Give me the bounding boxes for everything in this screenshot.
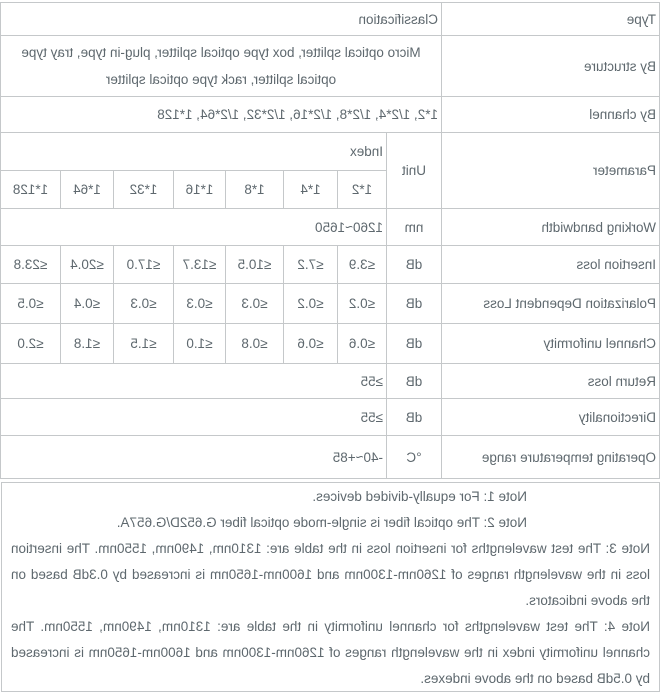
spec-unit: °C	[387, 436, 442, 479]
spec-label: Operating temperature range	[442, 436, 660, 479]
header-parameter: Parameter	[442, 133, 660, 209]
spec-value: ≤13.7	[174, 246, 226, 284]
spec-merged-value: ≥55	[0, 399, 386, 436]
row-by-channel-label: By channel	[442, 97, 660, 133]
spec-value: ≤0.6	[338, 324, 387, 364]
header-channel-1x64: 1*64	[61, 171, 114, 209]
row-by-channel-value: 1*2, 1/2*4, 1/2*8, 1/2*16, 1/2*32, 1/2*64, 1*128	[0, 97, 441, 133]
header-channel-1x16: 1*16	[174, 171, 226, 209]
row-working-bandwidth	[0, 209, 659, 246]
spec-value: ≤17.0	[114, 246, 174, 284]
spec-value: ≤2.0	[0, 324, 60, 364]
row-type-label: Type	[442, 3, 660, 36]
spec-unit: dB	[387, 284, 442, 324]
row-by-structure	[0, 36, 659, 97]
spec-value: ≤0.4	[61, 284, 114, 324]
spec-value: ≤1.0	[174, 324, 226, 364]
header-unit: Unit	[387, 133, 442, 209]
notes-box	[1, 482, 660, 692]
spec-value: ≤0.5	[0, 284, 60, 324]
row-operating-temperature-range	[0, 436, 659, 479]
row-insertion-loss	[0, 246, 659, 284]
row-by-channel	[0, 97, 659, 133]
spec-value: ≤0.2	[284, 284, 338, 324]
header-channel-1x32: 1*32	[114, 171, 174, 209]
note-1: Note 1: For equally-divided devices.	[312, 489, 527, 504]
row-by-structure-label: By structure	[442, 36, 660, 97]
row-by-structure-value: Micro optical splitter, box type optical splitter, plug-in type, tray type optical splitter, rack type optical splitter	[0, 36, 441, 97]
spec-value: ≤0.3	[114, 284, 174, 324]
header-channel-1x8: 1*8	[226, 171, 284, 209]
spec-label: Polarization Dependent Loss	[442, 284, 660, 324]
spec-unit: dB	[387, 364, 442, 399]
spec-value: ≤0.6	[284, 324, 338, 364]
spec-unit: dB	[387, 324, 442, 364]
spec-value: ≤7.2	[284, 246, 338, 284]
spec-label: Insertion loss	[442, 246, 660, 284]
row-type	[0, 3, 659, 36]
header-index: Index	[0, 133, 386, 171]
spec-value: ≤0.3	[226, 284, 284, 324]
header-channel-1x4: 1*4	[284, 171, 338, 209]
header-channel-1x2: 1*2	[338, 171, 387, 209]
spec-label: Directionality	[442, 399, 660, 436]
spec-value: ≤1.5	[114, 324, 174, 364]
spec-value: ≤1.8	[61, 324, 114, 364]
spec-table	[0, 2, 660, 479]
spec-label: Return loss	[442, 364, 660, 399]
row-type-value: Classification	[0, 3, 441, 36]
spec-value: ≤23.8	[0, 246, 60, 284]
row-directionality	[0, 399, 659, 436]
row-return-loss	[0, 364, 659, 399]
spec-value: ≤0.3	[174, 284, 226, 324]
spec-value: ≤3.9	[338, 246, 387, 284]
note-2: Note 2: The optical fiber is single-mode optical fiber G.652D/G.657A.	[116, 515, 527, 530]
header-channel-1x128: 1*128	[0, 171, 60, 209]
row-header-index	[0, 133, 659, 171]
spec-label: Working bandwidth	[442, 209, 660, 246]
spec-label: Channel uniformity	[442, 324, 660, 364]
row-channel-uniformity	[0, 324, 659, 364]
spec-value: ≤0.2	[338, 284, 387, 324]
spec-value: ≤10.5	[226, 246, 284, 284]
spec-value: ≤0.8	[226, 324, 284, 364]
spec-merged-value: -40~+85	[0, 436, 386, 479]
spec-unit: dB	[387, 246, 442, 284]
spec-unit: nm	[387, 209, 442, 246]
spec-unit: dB	[387, 399, 442, 436]
spec-merged-value: 1260~1650	[0, 209, 386, 246]
row-polarization-dependent-loss	[0, 284, 659, 324]
note-4: Note 4: The test wavelengths for channel uniformity in the table are: 1310nm, 1490nm, 1550nm. The channel uniformity index in the wavelength ranges of 1260nm-1300nm and 1600nm-1650nm is increased by 0.5dB based on the above indexes.	[11, 619, 650, 686]
spec-merged-value: ≥55	[0, 364, 386, 399]
note-3: Note 3: The test wavelengths for insertion loss in the table are: 1310nm, 1490nm, 1550nm. The insertion loss in the wavelength ranges of 1260nm-1300nm and 1600nm-1650nm is increased by 0.3dB based on the above indicators.	[11, 541, 650, 608]
spec-value: ≤20.4	[61, 246, 114, 284]
